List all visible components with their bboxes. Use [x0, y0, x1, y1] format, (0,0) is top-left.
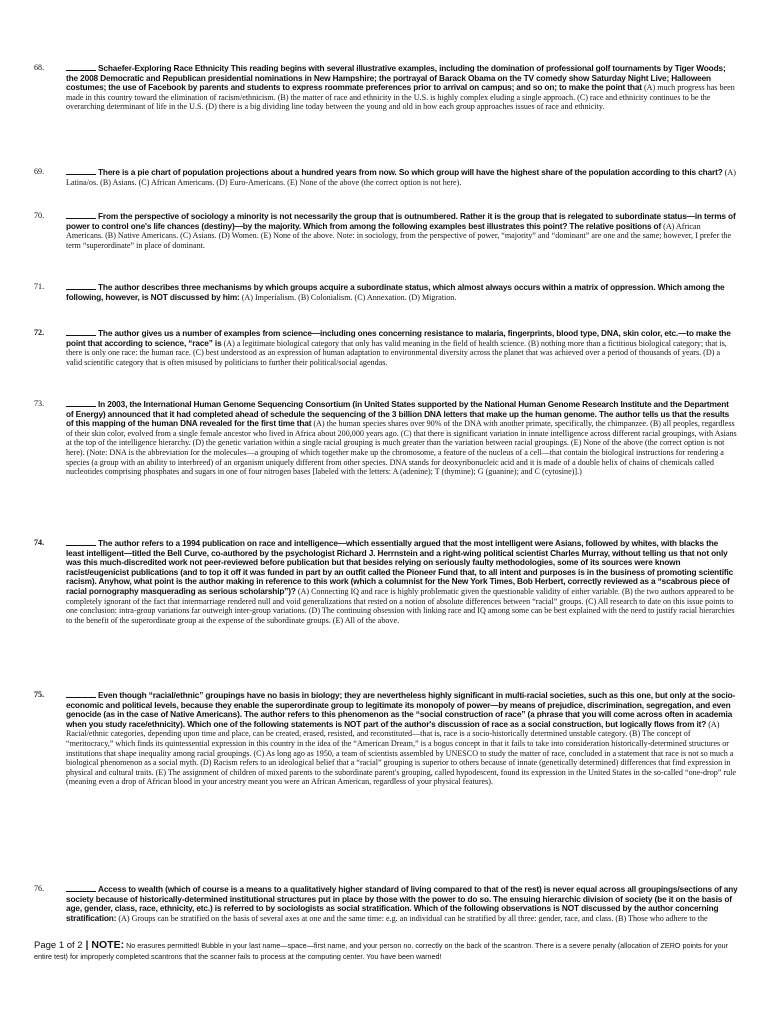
question-options: (A) the human species shares over 90% of the DNA with another primate, specifically, the chimpanzee. (B) all peoples, regardless of their skin color, evolved from a single female ancestor who lived in Africa about 200,000 years ago. (C) that there is significant variation in innate intelligence across different racial groupings, with Asians at the top of the intelligence hierarchy. (D) the genetic variation within a single racial grouping is much greater than the variation between racial groupings. (E) None of the above (the correct option is not here). (Note: DNA is the abbreviation for the molecules—a grouping of which together make up the chromosome, a feature of the nucleus of a cell—that contain the biological instructions for rendering a species (a group with an ability to interbreed) of an organism uniquely different from other species. DNA stands for deoxyribonucleic acid and it is made of a double helix of chains of chemicals called nucleotides comprising phosphates and sugars in one of four nitrogen bases [labeled with the letters: A (adenine); T (thymine); G (guanine); and C (cytosine)].)	[66, 419, 737, 477]
question-stem: The author gives us a number of examples from science—including ones concerning resistance to malaria, fingerprints, blood type, DNA, skin color, etc.—to make the point that according to science, “race” is	[66, 328, 731, 348]
question-number: 70.	[34, 211, 45, 220]
question-stem: There is a pie chart of population projections about a hundred years from now. So which group will have the highest share of the population according to this chart?	[98, 167, 723, 177]
question-options: (A) African Americans. (B) Native Americans. (C) Asians. (D) Women. (E) None of the above. Note: in sociology, from the perspective of power, “majority” and “dominant” are one and the same; however, I prefer the term “superordinate” in place of dominant.	[66, 221, 732, 250]
question-number: 75.	[34, 690, 45, 699]
question-stem: From the perspective of sociology a minority is not necessarily the group that is outnumbered. Rather it is the group that is relegated to subordinate status—in terms of power to control one's life chances (destiny)—by the majority. Which from among the following examples best illustrates this point? The relative positions of	[66, 211, 736, 231]
question-72	[34, 328, 738, 367]
answer-blank	[66, 282, 96, 290]
question-options: (A) Groups can be stratified on the basis of several axes at one and the same time: e.g. an individual can be stratified by all three: gender, race, and class. (B) Those who adhere to the	[118, 913, 708, 923]
question-options: (A) Connecting IQ and race is highly problematic given the questionable validity of either variable. (B) the two authors appeared to be completely ignorant of the fact that intermarriage rendered null and void generalizations that rested on a notion of absolute differences between “racial” groups. (C) All research to date on this issue points to one conclusion: intra-group variations far outweigh inter-group variations. (D) The continuing obsession with linking race and IQ among some can be best explained with the need to justify racial hierarchies to the benefit of the superordinate group at the expense of the subordinate groups. (E) All of the above.	[66, 586, 735, 625]
answer-blank	[66, 328, 96, 336]
question-stem: Schaefer-Exploring Race Ethnicity This reading begins with several illustrative examples, including the domination of professional golf tournaments by Tiger Woods; the 2008 Democratic and Republican presidential nominations in New Hampshire; the portrayal of Barack Obama on the TV comedy show Saturday Night Live; Halloween costumes; the use of Facebook by parents and students to express roommate preferences prior to arrival on campus; and so on; to make the point that	[66, 63, 726, 93]
question-number: 73.	[34, 399, 45, 408]
answer-blank	[66, 399, 96, 407]
question-number: 71.	[34, 282, 45, 291]
question-number: 76.	[34, 884, 45, 893]
page-number: Page 1 of 2	[34, 940, 83, 951]
question-74	[34, 538, 738, 625]
question-stem: Access to wealth (which of course is a means to a qualitatively higher standard of living compared to that of the rest) is never equal across all groupings/sections of any society because of historically-determined institutional structures put in place by those with the power to do so. The ensuing hierarchic division of society (be it on the basis of age, gender, class, race, ethnicity, etc.) is referred to by sociologists as social stratification. Which of the following observations is NOT discussed by the author concerning stratification:	[66, 884, 738, 923]
footer-separator: |	[85, 940, 89, 951]
note-label: NOTE:	[91, 939, 125, 951]
answer-blank	[66, 690, 96, 698]
question-70	[34, 211, 738, 250]
answer-blank	[66, 884, 96, 892]
question-options: (A) Racial/ethnic categories, depending upon time and place, can be created, erased, resisted, and reconstituted—that is, race is a socio-historically determined unstable category. (B) The concept of “meritocracy,” which finds its quintessential expression in this country in the idea of the “American Dream,” is a bogus concept in that it fails to take into consideration historically-determined structures or institutions that shape inequality among racial groupings. (C) As long ago as 1950, a team of scientists assembled by UNESCO to study the matter of race, concluded in a statement that race is not so much a biological phenomenon as a social myth. (D) Racism refers to an ideological belief that a “racial” grouping is superior to others because of innate (genetically determined) differences that find expression in physical and cultural traits. (E) The assignment of children of mixed parents to the subordinate parent's grouping, called hypodescent, found its expression in the United States in the so-called “one-drop” rule (meaning even a drop of African blood in your ancestry meant you were an African American, regardless of your physical features).	[66, 719, 736, 787]
question-options: (A) Imperialism. (B) Colonialism. (C) Annexation. (D) Migration.	[241, 292, 457, 302]
question-number: 69.	[34, 167, 45, 176]
answer-blank	[66, 63, 96, 71]
question-number: 68.	[34, 63, 45, 72]
page-footer	[34, 940, 740, 962]
answer-blank	[66, 538, 96, 546]
question-71	[34, 282, 738, 302]
question-68	[34, 63, 738, 112]
question-number: 74.	[34, 538, 45, 547]
question-options: (A) Latina/os. (B) Asians. (C) African Americans. (D) Euro-Americans. (E) None of the above (the correct option is not here).	[66, 168, 736, 187]
question-69	[34, 167, 738, 187]
question-options: (A) much progress has been made in this country toward the elimination of racism/ethnicism. (B) the matter of race and ethnicity in the U.S. is highly complex eluding a single approach. (C) race and ethnicity continues to be the overarching determinant of life in the U.S. (D) there is a big dividing line today between the young and old in how each group approaches issues of race and ethnicity.	[66, 83, 735, 112]
question-76	[34, 884, 738, 923]
answer-blank	[66, 211, 96, 219]
question-73	[34, 399, 738, 477]
question-stem: In 2003, the International Human Genome Sequencing Consortium (in United States supported by the National Human Genome Research Institute and the Department of Energy) announced that it had completed ahead of schedule the sequencing of the 3 billion DNA letters that make up the human genome. The author tells us that the results of this mapping of the human DNA revealed for the first time that	[66, 399, 730, 429]
note-text: No erasures permitted! Bubble in your last name—space—first name, and your person no. correctly on the back of the scantron. There is a severe penalty (allocation of ZERO points for your entire test) for improperly completed scantrons that the scanner fails to process at the computing center. You have been warned!	[34, 941, 729, 961]
question-number: 72.	[34, 328, 45, 337]
question-stem: The author refers to a 1994 publication on race and intelligence—which essentially argued that the most intelligent were Asians, followed by whites, with blacks the least intelligent—titled the Bell Curve, co-authored by the psychologist Richard J. Herrnstein and a right-wing political scientist Charles Murray, without telling us that not only was this much-discredited work not peer-reviewed before publication but that besides relying on seriously faulty methodologies, some of its sources were known racist/eugenicist publications (and to top it off it was funded in part by an outfit called the Pioneer Fund that, to all intent and purposes is in the business of promoting scientific racism). Anyhow, what point is the author making in reference to this work (which a columnist for the New York Times, Bob Herbert, correctly reviewed as a “scabrous piece of racial pornography masquerading as serious scholarship”)?	[66, 538, 734, 596]
answer-blank	[66, 167, 96, 175]
question-options: (A) a legitimate biological category that only has valid meaning in the field of health science. (B) nothing more than a fictitious biological category; that is, there is only one race: the human race. (C) best understood as an expression of human adaptation to environmental diversity across the planet that was achieved over a period of thousands of years. (D) a valid scientific category that is often misused by politicians to further their political/social agendas.	[66, 338, 727, 367]
question-stem: The author describes three mechanisms by which groups acquire a subordinate status, which almost always occurs within a matrix of oppression. Which among the following, however, is NOT discussed by him:	[66, 282, 725, 302]
question-75	[34, 690, 738, 787]
question-stem: Even though “racial/ethnic” groupings have no basis in biology; they are nevertheless highly significant in multi-racial societies, such as this one, but only at the socio-economic and political levels, because they enable the superordinate group to legitimate its monopoly of power—by means of prejudice, discrimination, segregation, and even genocide (as in the case of Native Americans). The author refers to this phenomenon as the “social construction of race” (a phrase that you will come across often in academia when you study race/ethnicity). Which one of the following statements is NOT part of the author's discussion of race as a social construction, but logically flows from it?	[66, 690, 736, 729]
